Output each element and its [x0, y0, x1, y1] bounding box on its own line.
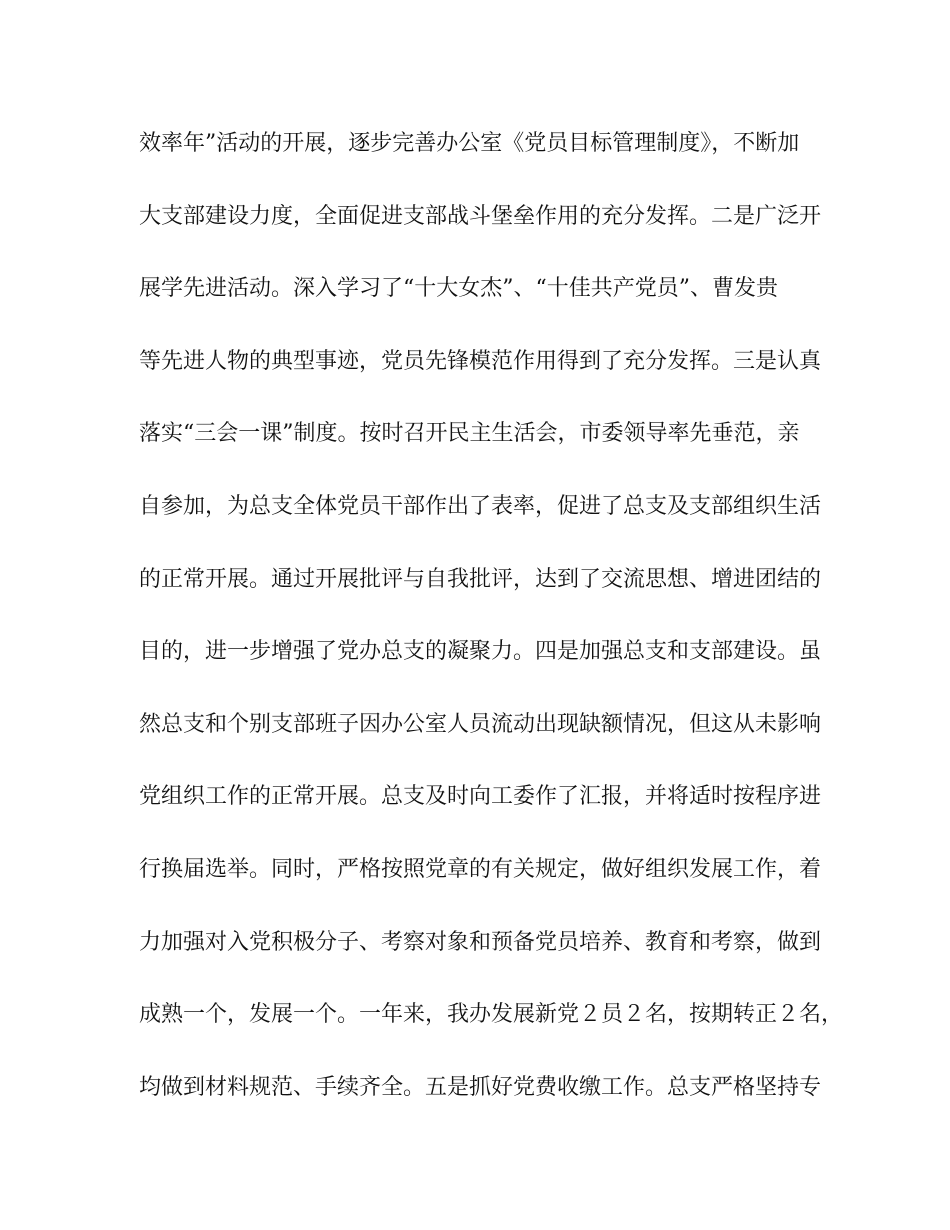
- text-line: 效率年”活动的开展，逐步完善办公室《党员目标管理制度》，不断加: [139, 131, 800, 156]
- text-line: 自参加，为总支全体党员干部作出了表率，促进了总支及支部组织生活: [139, 493, 822, 519]
- text-line: 成熟一个，发展一个。一年来，我办发展新党２员２名，按期转正２名，: [139, 1002, 844, 1028]
- text-line: 落实“三会一课”制度。按时召开民主生活会，市委领导率先垂范，亲: [139, 421, 800, 447]
- text-line: 目的，进一步增强了党办总支的凝聚力。四是加强总支和支部建设。虽: [139, 639, 822, 665]
- text-line: 的正常开展。通过开展批评与自我批评，达到了交流思想、增进团结的: [139, 566, 822, 592]
- text-line: 行换届选举。同时，严格按照党章的有关规定，做好组织发展工作，着: [139, 856, 822, 882]
- text-line: 然总支和个别支部班子因办公室人员流动出现缺额情况，但这从未影响: [139, 711, 822, 737]
- text-line: 等先进人物的典型事迹，党员先锋模范作用得到了充分发挥。三是认真: [139, 348, 822, 374]
- text-line: 力加强对入党积极分子、考察对象和预备党员培养、教育和考察，做到: [139, 929, 822, 955]
- text-line: 展学先进活动。深入学习了“十大女杰”、“十佳共产党员”、曹发贵: [139, 276, 778, 302]
- text-line: 大支部建设力度，全面促进支部战斗堡垒作用的充分发挥。二是广泛开: [139, 203, 822, 229]
- text-line: 党组织工作的正常开展。总支及时向工委作了汇报，并将适时按程序进: [139, 784, 822, 810]
- text-line: 均做到材料规范、手续齐全。五是抓好党费收缴工作。总支严格坚持专: [139, 1074, 822, 1100]
- body-text: [139, 120, 844, 1136]
